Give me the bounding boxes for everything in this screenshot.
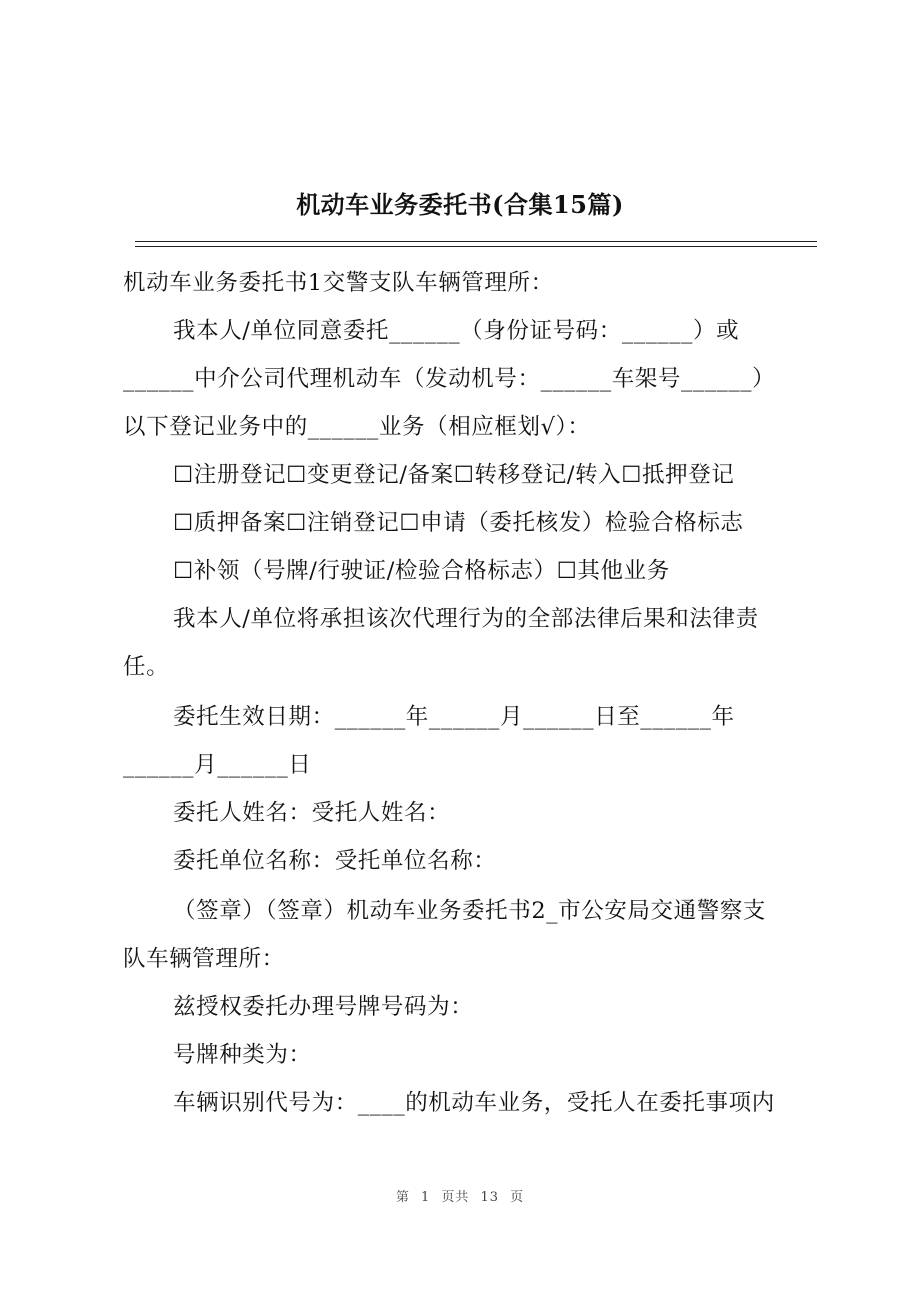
text-line-4: 以下登记业务中的______业务（相应框划√）： xyxy=(123,414,591,440)
checkbox-line-2: ☐质押备案☐注销登记☐申请（委托核发）检验合格标志 xyxy=(173,510,744,536)
document-title: 机动车业务委托书(合集15篇) xyxy=(296,190,624,219)
text-line-11: ______月______日 xyxy=(123,752,312,778)
text-line-17: 号牌种类为： xyxy=(173,1042,312,1068)
text-line-18: 车辆识别代号为：____的机动车业务，受托人在委托事项内 xyxy=(173,1090,775,1116)
text-line-16: 兹授权委托办理号牌号码为： xyxy=(173,994,474,1020)
checkbox-line-1: ☐注册登记☐变更登记/备案☐转移登记/转入☐抵押登记 xyxy=(173,462,735,488)
text-line-3: ______中介公司代理机动车（发动机号：______车架号______） xyxy=(123,366,776,392)
title-divider-top xyxy=(135,241,817,242)
title-divider-bottom xyxy=(135,246,817,247)
text-line-10: 委托生效日期：______年______月______日至______年 xyxy=(173,704,735,730)
text-line-9: 任。 xyxy=(123,654,170,680)
text-line-1: 机动车业务委托书1交警支队车辆管理所： xyxy=(123,270,554,296)
page-footer: 第 1 页共 13 页 xyxy=(395,1190,525,1205)
text-line-8: 我本人/单位将承担该次代理行为的全部法律后果和法律责 xyxy=(173,606,759,632)
text-line-15: 队车辆管理所： xyxy=(123,946,285,972)
text-line-12: 委托人姓名：受托人姓名： xyxy=(173,800,451,826)
text-line-13: 委托单位名称：受托单位名称： xyxy=(173,848,497,874)
checkbox-line-3: ☐补领（号牌/行驶证/检验合格标志）☐其他业务 xyxy=(173,558,670,584)
text-line-14: （签章）（签章）机动车业务委托书2_市公安局交通警察支 xyxy=(173,898,767,924)
text-line-2: 我本人/单位同意委托______（身份证号码：______）或 xyxy=(173,318,740,344)
